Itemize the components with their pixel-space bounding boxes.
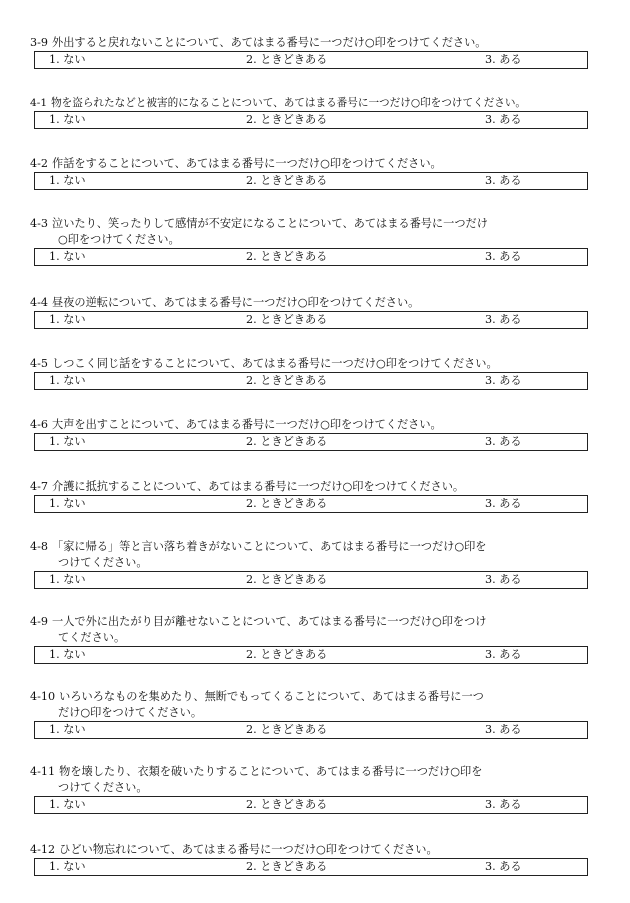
answer-options bbox=[34, 248, 588, 266]
option-none[interactable]: 1. ない bbox=[49, 860, 86, 873]
option-yes[interactable]: 3. ある bbox=[485, 250, 522, 263]
answer-options bbox=[34, 372, 588, 390]
option-sometimes[interactable]: 2. ときどきある bbox=[246, 313, 328, 326]
option-yes[interactable]: 3. ある bbox=[485, 113, 522, 126]
question-number: 4-1 bbox=[30, 97, 48, 109]
question-text: 昼夜の逆転について、あてはまる番号に一つだけ○印をつけてください。 bbox=[52, 296, 420, 309]
option-sometimes[interactable]: 2. ときどきある bbox=[246, 648, 328, 661]
option-yes[interactable]: 3. ある bbox=[485, 573, 522, 586]
option-none[interactable]: 1. ない bbox=[49, 648, 86, 661]
answer-options bbox=[34, 858, 588, 876]
question-4-11 bbox=[30, 764, 600, 814]
option-sometimes[interactable]: 2. ときどきある bbox=[246, 53, 328, 66]
answer-options bbox=[34, 51, 588, 69]
answer-options bbox=[34, 172, 588, 190]
option-yes[interactable]: 3. ある bbox=[485, 435, 522, 448]
option-none[interactable]: 1. ない bbox=[49, 250, 86, 263]
question-4-1 bbox=[30, 95, 600, 129]
question-4-10 bbox=[30, 689, 600, 739]
option-yes[interactable]: 3. ある bbox=[485, 860, 522, 873]
question-number: 4-7 bbox=[30, 480, 49, 493]
option-yes[interactable]: 3. ある bbox=[485, 174, 522, 187]
option-none[interactable]: 1. ない bbox=[49, 313, 86, 326]
option-none[interactable]: 1. ない bbox=[49, 573, 86, 586]
answer-options bbox=[34, 111, 588, 129]
option-sometimes[interactable]: 2. ときどきある bbox=[246, 113, 328, 126]
question-4-6 bbox=[30, 417, 600, 451]
question-4-7 bbox=[30, 479, 600, 513]
option-yes[interactable]: 3. ある bbox=[485, 53, 522, 66]
question-text: 一人で外に出たがり目が離せないことについて、あてはまる番号に一つだけ○印をつけ bbox=[52, 615, 487, 628]
question-number: 4-6 bbox=[30, 418, 49, 431]
question-text: 「家に帰る」等と言い落ち着きがないことについて、あてはまる番号に一つだけ○印を bbox=[52, 540, 487, 553]
question-4-9 bbox=[30, 614, 600, 664]
question-text: 泣いたり、笑ったりして感情が不安定になることについて、あてはまる番号に一つだけ bbox=[52, 217, 488, 230]
option-sometimes[interactable]: 2. ときどきある bbox=[246, 435, 328, 448]
question-text: 外出すると戻れないことについて、あてはまる番号に一つだけ○印をつけてください。 bbox=[52, 36, 487, 49]
question-4-3 bbox=[30, 216, 600, 266]
answer-options bbox=[34, 646, 588, 664]
question-text: しつこく同じ話をすることについて、あてはまる番号に一つだけ○印をつけてください。 bbox=[52, 357, 498, 370]
question-text: 作話をすることについて、あてはまる番号に一つだけ○印をつけてください。 bbox=[52, 157, 442, 170]
question-number: 4-3 bbox=[30, 217, 49, 230]
question-number: 4-8 bbox=[30, 540, 49, 553]
option-yes[interactable]: 3. ある bbox=[485, 497, 522, 510]
option-none[interactable]: 1. ない bbox=[49, 374, 86, 387]
question-text-continued: てください。 bbox=[58, 631, 126, 644]
option-yes[interactable]: 3. ある bbox=[485, 723, 522, 736]
option-none[interactable]: 1. ない bbox=[49, 798, 86, 811]
question-text: 介護に抵抗することについて、あてはまる番号に一つだけ○印をつけてください。 bbox=[52, 480, 465, 493]
question-number: 4-9 bbox=[30, 615, 49, 628]
option-none[interactable]: 1. ない bbox=[49, 53, 86, 66]
option-sometimes[interactable]: 2. ときどきある bbox=[246, 860, 328, 873]
answer-options bbox=[34, 311, 588, 329]
answer-options bbox=[34, 571, 588, 589]
question-text: 物を壊したり、衣類を破いたりすることについて、あてはまる番号に一つだけ○印を bbox=[59, 765, 483, 778]
option-sometimes[interactable]: 2. ときどきある bbox=[246, 374, 328, 387]
option-yes[interactable]: 3. ある bbox=[485, 374, 522, 387]
option-none[interactable]: 1. ない bbox=[49, 723, 86, 736]
option-sometimes[interactable]: 2. ときどきある bbox=[246, 723, 328, 736]
answer-options bbox=[34, 495, 588, 513]
question-text-continued: ○印をつけてください。 bbox=[58, 233, 180, 246]
answer-options bbox=[34, 433, 588, 451]
option-none[interactable]: 1. ない bbox=[49, 435, 86, 448]
question-text: ひどい物忘れについて、あてはまる番号に一つだけ○印をつけてください。 bbox=[59, 843, 438, 856]
option-sometimes[interactable]: 2. ときどきある bbox=[246, 250, 328, 263]
question-text-continued: だけ○印をつけてください。 bbox=[58, 706, 203, 719]
question-4-8 bbox=[30, 539, 600, 589]
option-sometimes[interactable]: 2. ときどきある bbox=[246, 573, 328, 586]
option-yes[interactable]: 3. ある bbox=[485, 798, 522, 811]
question-4-2 bbox=[30, 156, 600, 190]
option-sometimes[interactable]: 2. ときどきある bbox=[246, 497, 328, 510]
question-number: 3-9 bbox=[30, 36, 49, 49]
answer-options bbox=[34, 796, 588, 814]
question-number: 4-2 bbox=[30, 157, 49, 170]
question-4-12 bbox=[30, 842, 600, 876]
question-number: 4-10 bbox=[30, 690, 56, 703]
question-number: 4-4 bbox=[30, 296, 49, 309]
question-number: 4-12 bbox=[30, 843, 56, 856]
question-text: いろいろなものを集めたり、無断でもってくることについて、あてはまる番号に一つ bbox=[59, 690, 484, 703]
option-none[interactable]: 1. ない bbox=[49, 113, 86, 126]
question-4-5 bbox=[30, 356, 600, 390]
question-text-continued: つけてください。 bbox=[58, 781, 148, 794]
option-none[interactable]: 1. ない bbox=[49, 174, 86, 187]
question-text-continued: つけてください。 bbox=[58, 556, 148, 569]
question-number: 4-11 bbox=[30, 765, 56, 778]
question-4-4 bbox=[30, 295, 600, 329]
option-yes[interactable]: 3. ある bbox=[485, 648, 522, 661]
question-3-9 bbox=[30, 35, 600, 69]
question-text: 大声を出すことについて、あてはまる番号に一つだけ○印をつけてください。 bbox=[52, 418, 442, 431]
question-text: 物を盗られたなどと被害的になることについて、あてはまる番号に一つだけ○印をつけてください。 bbox=[51, 97, 527, 109]
question-number: 4-5 bbox=[30, 357, 49, 370]
option-none[interactable]: 1. ない bbox=[49, 497, 86, 510]
option-sometimes[interactable]: 2. ときどきある bbox=[246, 174, 328, 187]
option-yes[interactable]: 3. ある bbox=[485, 313, 522, 326]
option-sometimes[interactable]: 2. ときどきある bbox=[246, 798, 328, 811]
answer-options bbox=[34, 721, 588, 739]
